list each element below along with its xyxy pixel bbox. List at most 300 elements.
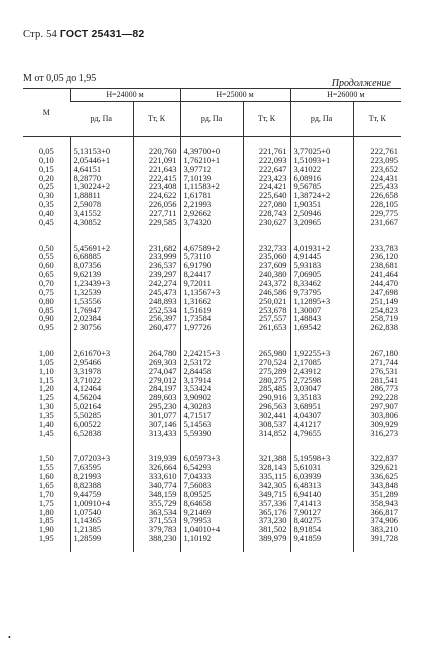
mach-number-cell: 0,10 bbox=[38, 154, 54, 165]
pressure-cell: 4,39700+0 bbox=[180, 137, 243, 156]
mach-number-cell: 1,45 bbox=[38, 427, 54, 438]
temperature-cell: 229,585 bbox=[133, 218, 180, 236]
temperature-cell: 233,783 bbox=[353, 236, 401, 253]
temperature-cell: 253,678 bbox=[243, 306, 290, 315]
temperature-cell: 236,537 bbox=[133, 261, 180, 270]
temperature-cell: 286,773 bbox=[353, 384, 401, 393]
pressure-cell: 1,23439+3 bbox=[70, 279, 133, 288]
pressure-cell: 7,04333 bbox=[180, 472, 243, 481]
pressure-cell: 6,48313 bbox=[290, 481, 353, 490]
pressure-cell: 9,21469 bbox=[180, 508, 243, 517]
pressure-cell: 5,93183 bbox=[290, 261, 353, 270]
temperature-cell: 269,303 bbox=[133, 358, 180, 367]
temperature-cell: 281,541 bbox=[353, 376, 401, 385]
table-row bbox=[23, 323, 401, 341]
temperature-cell: 297,907 bbox=[353, 402, 401, 411]
temperature-cell: 290,916 bbox=[243, 393, 290, 402]
pressure-cell: 3,41552 bbox=[70, 209, 133, 218]
temperature-cell: 276,531 bbox=[353, 367, 401, 376]
temperature-cell: 321,388 bbox=[243, 446, 290, 463]
temperature-cell: 308,537 bbox=[243, 420, 290, 429]
temperature-cell: 252,534 bbox=[133, 306, 180, 315]
temperature-cell: 235,060 bbox=[243, 252, 290, 261]
temperature-cell: 260,477 bbox=[133, 323, 180, 341]
table-row bbox=[23, 236, 401, 253]
temperature-cell: 322,837 bbox=[353, 446, 401, 463]
temperature-cell: 270,524 bbox=[243, 358, 290, 367]
temperature-column-header: Tт, К bbox=[353, 102, 401, 137]
pressure-cell: 1,32539 bbox=[70, 288, 133, 297]
temperature-cell: 309,929 bbox=[353, 420, 401, 429]
temperature-cell: 373,230 bbox=[243, 516, 290, 525]
pressure-cell: 5,61031 bbox=[290, 463, 353, 472]
temperature-cell: 303,806 bbox=[353, 411, 401, 420]
temperature-cell: 237,609 bbox=[243, 261, 290, 270]
temperature-cell: 319,939 bbox=[133, 446, 180, 463]
altitude-header: H=26000 м bbox=[290, 89, 401, 102]
temperature-cell: 224,431 bbox=[353, 174, 401, 183]
pressure-cell: 1,28599 bbox=[70, 534, 133, 552]
pressure-cell: 6,05973+3 bbox=[180, 446, 243, 463]
pressure-cell: 8,64658 bbox=[180, 499, 243, 508]
pressure-cell: 4,41217 bbox=[290, 420, 353, 429]
temperature-cell: 257,557 bbox=[243, 314, 290, 323]
temperature-cell: 284,197 bbox=[133, 384, 180, 393]
table-row bbox=[23, 137, 401, 156]
temperature-cell: 221,761 bbox=[243, 137, 290, 156]
pressure-cell: 2,53172 bbox=[180, 358, 243, 367]
pressure-cell: 3,74320 bbox=[180, 218, 243, 236]
temperature-cell: 335,115 bbox=[243, 472, 290, 481]
mach-number-cell: 0,80 bbox=[38, 295, 54, 306]
pressure-cell: 2,05446+1 bbox=[70, 156, 133, 165]
atmosphere-data-table bbox=[23, 88, 401, 552]
pressure-cell: 1,97726 bbox=[180, 323, 243, 341]
pressure-cell: 7,07203+3 bbox=[70, 446, 133, 463]
pressure-cell: 7,41413 bbox=[290, 499, 353, 508]
pressure-cell: 6,68885 bbox=[70, 252, 133, 261]
standard-code: ГОСТ 25431—82 bbox=[59, 28, 145, 40]
temperature-cell: 292,228 bbox=[353, 393, 401, 402]
temperature-cell: 247,698 bbox=[353, 288, 401, 297]
pressure-cell: 3,41022 bbox=[290, 165, 353, 174]
temperature-cell: 245,473 bbox=[133, 288, 180, 297]
temperature-cell: 228,743 bbox=[243, 209, 290, 218]
temperature-cell: 348,159 bbox=[133, 490, 180, 499]
pressure-cell: 3,35183 bbox=[290, 393, 353, 402]
pressure-cell: 2,21993 bbox=[180, 200, 243, 209]
pressure-cell: 8,24417 bbox=[180, 270, 243, 279]
pressure-cell: 1,30007 bbox=[290, 306, 353, 315]
pressure-cell: 3,68951 bbox=[290, 402, 353, 411]
temperature-cell: 285,485 bbox=[243, 384, 290, 393]
pressure-cell: 2,84458 bbox=[180, 367, 243, 376]
mach-number-cell: 0,55 bbox=[38, 251, 54, 262]
pressure-cell: 2,72598 bbox=[290, 376, 353, 385]
pressure-cell: 2,92662 bbox=[180, 209, 243, 218]
temperature-cell: 363,534 bbox=[133, 508, 180, 517]
pressure-cell: 6,54293 bbox=[180, 463, 243, 472]
mach-number-cell: 1,70 bbox=[38, 488, 54, 499]
temperature-cell: 222,647 bbox=[243, 165, 290, 174]
mach-number-cell: 1,50 bbox=[38, 453, 54, 464]
temperature-cell: 241,464 bbox=[353, 270, 401, 279]
mach-number-cell: 1,95 bbox=[38, 533, 54, 544]
temperature-cell: 262,838 bbox=[353, 323, 401, 341]
temperature-cell: 389,979 bbox=[243, 534, 290, 552]
pressure-cell: 2,02384 bbox=[70, 314, 133, 323]
mach-number-cell: 0,20 bbox=[38, 172, 54, 183]
pressure-cell: 5,73110 bbox=[180, 252, 243, 261]
pressure-cell: 1,10192 bbox=[180, 534, 243, 552]
temperature-cell: 258,719 bbox=[353, 314, 401, 323]
row-group bbox=[23, 446, 401, 551]
table-row bbox=[23, 218, 401, 236]
temperature-cell: 231,667 bbox=[353, 218, 401, 236]
temperature-cell: 366,817 bbox=[353, 508, 401, 517]
pressure-cell: 1,07540 bbox=[70, 508, 133, 517]
pressure-cell: 4,04307 bbox=[290, 411, 353, 420]
mach-number-cell: 1,25 bbox=[38, 392, 54, 403]
mach-number-cell: 0,05 bbox=[38, 146, 54, 156]
pressure-cell: 8,82388 bbox=[70, 481, 133, 490]
pressure-cell: 1,92255+3 bbox=[290, 341, 353, 358]
pressure-cell: 5,19598+3 bbox=[290, 446, 353, 463]
mach-number-cell: 0,30 bbox=[38, 190, 54, 201]
pressure-cell: 5,14563 bbox=[180, 420, 243, 429]
pressure-cell: 1,53556 bbox=[70, 297, 133, 306]
pressure-cell: 5,50285 bbox=[70, 411, 133, 420]
pressure-cell: 1,13567+3 bbox=[180, 288, 243, 297]
table-row bbox=[23, 534, 401, 552]
pressure-cell: 3,77025+0 bbox=[290, 137, 353, 156]
pressure-cell: 1,38724+2 bbox=[290, 191, 353, 200]
pressure-column-header: pд, Па bbox=[180, 102, 243, 137]
pressure-cell: 1,90351 bbox=[290, 200, 353, 209]
temperature-cell: 250,021 bbox=[243, 297, 290, 306]
pressure-cell: 1,76947 bbox=[70, 306, 133, 315]
temperature-cell: 223,095 bbox=[353, 156, 401, 165]
temperature-cell: 236,120 bbox=[353, 252, 401, 261]
mach-number-cell: 1,65 bbox=[38, 480, 54, 490]
pressure-cell: 4,56204 bbox=[70, 393, 133, 402]
temperature-cell: 383,210 bbox=[353, 525, 401, 534]
mach-number-cell: 1,00 bbox=[38, 348, 54, 359]
temperature-cell: 358,943 bbox=[353, 499, 401, 508]
pressure-cell: 8,07356 bbox=[70, 261, 133, 270]
mach-number-cell: 1,10 bbox=[38, 365, 54, 376]
temperature-cell: 251,149 bbox=[353, 297, 401, 306]
temperature-cell: 231,682 bbox=[133, 236, 180, 253]
temperature-cell: 261,653 bbox=[243, 323, 290, 341]
mach-number-cell: 0,90 bbox=[38, 313, 54, 324]
temperature-cell: 226,056 bbox=[133, 200, 180, 209]
table-row bbox=[23, 341, 401, 358]
altitude-header: H=24000 м bbox=[70, 89, 180, 102]
temperature-cell: 228,105 bbox=[353, 200, 401, 209]
row-group bbox=[23, 137, 401, 236]
temperature-cell: 302,441 bbox=[243, 411, 290, 420]
temperature-cell: 381,502 bbox=[243, 525, 290, 534]
mach-number-cell: 0,25 bbox=[38, 181, 54, 192]
pressure-cell: 8,21993 bbox=[70, 472, 133, 481]
temperature-cell: 222,415 bbox=[133, 174, 180, 183]
temperature-cell: 365,176 bbox=[243, 508, 290, 517]
pressure-cell: 7,10139 bbox=[180, 174, 243, 183]
temperature-cell: 388,230 bbox=[133, 534, 180, 552]
temperature-cell: 227,711 bbox=[133, 209, 180, 218]
temperature-cell: 333,610 bbox=[133, 472, 180, 481]
mach-number-cell: 0,15 bbox=[38, 163, 54, 174]
pressure-cell: 5,45691+2 bbox=[70, 236, 133, 253]
temperature-cell: 226,658 bbox=[353, 191, 401, 200]
pressure-cell: 6,00522 bbox=[70, 420, 133, 429]
pressure-cell: 3,17914 bbox=[180, 376, 243, 385]
temperature-cell: 314,852 bbox=[243, 429, 290, 447]
temperature-cell: 230,627 bbox=[243, 218, 290, 236]
pressure-cell: 8,40275 bbox=[290, 516, 353, 525]
temperature-column-header: Tт, К bbox=[133, 102, 180, 137]
temperature-cell: 279,012 bbox=[133, 376, 180, 385]
temperature-cell: 265,980 bbox=[243, 341, 290, 358]
mach-number-cell: 1,55 bbox=[38, 462, 54, 473]
table-row bbox=[23, 429, 401, 447]
temperature-cell: 233,999 bbox=[133, 252, 180, 261]
pressure-cell: 1,88811 bbox=[70, 191, 133, 200]
temperature-cell: 357,336 bbox=[243, 499, 290, 508]
pressure-cell: 4,64151 bbox=[70, 165, 133, 174]
temperature-cell: 313,433 bbox=[133, 429, 180, 447]
temperature-cell: 256,397 bbox=[133, 314, 180, 323]
temperature-cell: 316,273 bbox=[353, 429, 401, 447]
pressure-cell: 2,95466 bbox=[70, 358, 133, 367]
pressure-cell: 9,44759 bbox=[70, 490, 133, 499]
temperature-cell: 222,761 bbox=[353, 137, 401, 156]
temperature-cell: 223,423 bbox=[243, 174, 290, 183]
pressure-cell: 1,51619 bbox=[180, 306, 243, 315]
temperature-cell: 371,553 bbox=[133, 516, 180, 525]
temperature-column-header: Tт, К bbox=[243, 102, 290, 137]
pressure-cell: 4,91445 bbox=[290, 252, 353, 261]
pressure-cell: 8,28770 bbox=[70, 174, 133, 183]
pressure-cell: 2,24215+3 bbox=[180, 341, 243, 358]
pressure-cell: 9,62139 bbox=[70, 270, 133, 279]
pressure-cell: 2,43912 bbox=[290, 367, 353, 376]
temperature-cell: 254,823 bbox=[353, 306, 401, 315]
temperature-cell: 244,470 bbox=[353, 279, 401, 288]
temperature-cell: 351,289 bbox=[353, 490, 401, 499]
pressure-cell: 9,56785 bbox=[290, 182, 353, 191]
pressure-cell: 4,12464 bbox=[70, 384, 133, 393]
pressure-cell: 1,51093+1 bbox=[290, 156, 353, 165]
mach-number-cell: 0,40 bbox=[38, 207, 54, 218]
pressure-cell: 1,73584 bbox=[180, 314, 243, 323]
temperature-cell: 275,289 bbox=[243, 367, 290, 376]
pressure-cell: 6,52838 bbox=[70, 429, 133, 447]
pressure-cell: 1,61781 bbox=[180, 191, 243, 200]
temperature-cell: 221,091 bbox=[133, 156, 180, 165]
temperature-cell: 225,640 bbox=[243, 191, 290, 200]
pressure-cell: 7,63595 bbox=[70, 463, 133, 472]
pressure-cell: 8,91854 bbox=[290, 525, 353, 534]
temperature-cell: 232,733 bbox=[243, 236, 290, 253]
mach-column-header: М bbox=[23, 89, 70, 137]
temperature-cell: 342,305 bbox=[243, 481, 290, 490]
temperature-cell: 271,744 bbox=[353, 358, 401, 367]
pressure-cell: 1,00910+4 bbox=[70, 499, 133, 508]
table-caption: М от 0,05 до 1,95 bbox=[23, 73, 97, 84]
mach-number-cell: 1,35 bbox=[38, 409, 54, 420]
page-mark: • bbox=[8, 633, 11, 642]
temperature-cell: 374,906 bbox=[353, 516, 401, 525]
mach-number-cell: 1,75 bbox=[38, 497, 54, 508]
temperature-cell: 326,664 bbox=[133, 463, 180, 472]
temperature-cell: 221,643 bbox=[133, 165, 180, 174]
pressure-cell: 4,67589+2 bbox=[180, 236, 243, 253]
temperature-cell: 239,297 bbox=[133, 270, 180, 279]
pressure-cell: 6,03939 bbox=[290, 472, 353, 481]
mach-number-cell: 0,60 bbox=[38, 260, 54, 271]
table-row bbox=[23, 446, 401, 463]
temperature-cell: 264,780 bbox=[133, 341, 180, 358]
pressure-cell: 3,03047 bbox=[290, 384, 353, 393]
pressure-cell: 2,17085 bbox=[290, 358, 353, 367]
mach-number-cell: 0,45 bbox=[38, 216, 54, 227]
pressure-cell: 8,09525 bbox=[180, 490, 243, 499]
page-header bbox=[23, 28, 144, 40]
pressure-cell: 1,14365 bbox=[70, 516, 133, 525]
pressure-cell: 1,21385 bbox=[70, 525, 133, 534]
temperature-cell: 391,728 bbox=[353, 534, 401, 552]
temperature-cell: 349,715 bbox=[243, 490, 290, 499]
pressure-cell: 1,69542 bbox=[290, 323, 353, 341]
pressure-cell: 2,59078 bbox=[70, 200, 133, 209]
pressure-cell: 5,59390 bbox=[180, 429, 243, 447]
mach-number-cell: 1,85 bbox=[38, 515, 54, 526]
mach-number-cell: 1,60 bbox=[38, 471, 54, 482]
pressure-cell: 4,71517 bbox=[180, 411, 243, 420]
pressure-cell: 8,33462 bbox=[290, 279, 353, 288]
pressure-cell: 1,12895+3 bbox=[290, 297, 353, 306]
pressure-cell: 1,76210+1 bbox=[180, 156, 243, 165]
mach-number-cell: 1,80 bbox=[38, 506, 54, 517]
pressure-cell: 9,41859 bbox=[290, 534, 353, 552]
mach-number-cell: 0,65 bbox=[38, 269, 54, 280]
temperature-cell: 220,760 bbox=[133, 137, 180, 156]
pressure-cell: 4,79655 bbox=[290, 429, 353, 447]
mach-number-cell: 0,95 bbox=[38, 322, 54, 333]
page-number: Стр. 54 bbox=[23, 29, 57, 40]
temperature-cell: 222,093 bbox=[243, 156, 290, 165]
mach-number-cell: 1,15 bbox=[38, 374, 54, 385]
temperature-cell: 307,146 bbox=[133, 420, 180, 429]
altitude-header: H=25000 м bbox=[180, 89, 290, 102]
pressure-column-header: pд, Па bbox=[290, 102, 353, 137]
pressure-cell: 7,06905 bbox=[290, 270, 353, 279]
temperature-cell: 328,143 bbox=[243, 463, 290, 472]
mach-number-cell: 1,90 bbox=[38, 524, 54, 535]
temperature-cell: 224,421 bbox=[243, 182, 290, 191]
mach-number-cell: 1,40 bbox=[38, 418, 54, 429]
pressure-cell: 3,97712 bbox=[180, 165, 243, 174]
pressure-cell: 3,53424 bbox=[180, 384, 243, 393]
temperature-cell: 280,275 bbox=[243, 376, 290, 385]
pressure-cell: 9,73795 bbox=[290, 288, 353, 297]
pressure-cell: 9,79953 bbox=[180, 516, 243, 525]
temperature-cell: 248,893 bbox=[133, 297, 180, 306]
pressure-cell: 1,48843 bbox=[290, 314, 353, 323]
temperature-cell: 295,230 bbox=[133, 402, 180, 411]
temperature-cell: 243,372 bbox=[243, 279, 290, 288]
pressure-cell: 1,04010+4 bbox=[180, 525, 243, 534]
mach-number-cell: 1,05 bbox=[38, 356, 54, 367]
pressure-cell: 2 30756 bbox=[70, 323, 133, 341]
temperature-cell: 289,603 bbox=[133, 393, 180, 402]
row-group bbox=[23, 341, 401, 446]
temperature-cell: 238,681 bbox=[353, 261, 401, 270]
temperature-cell: 227,080 bbox=[243, 200, 290, 209]
pressure-cell: 7,90127 bbox=[290, 508, 353, 517]
pressure-cell: 6,94140 bbox=[290, 490, 353, 499]
pressure-cell: 1,31662 bbox=[180, 297, 243, 306]
temperature-cell: 246,586 bbox=[243, 288, 290, 297]
temperature-cell: 301,077 bbox=[133, 411, 180, 420]
temperature-cell: 223,408 bbox=[133, 182, 180, 191]
temperature-cell: 223,652 bbox=[353, 165, 401, 174]
temperature-cell: 343,848 bbox=[353, 481, 401, 490]
pressure-cell: 3,31978 bbox=[70, 367, 133, 376]
pressure-cell: 3,90902 bbox=[180, 393, 243, 402]
pressure-cell: 6,91790 bbox=[180, 261, 243, 270]
temperature-cell: 240,380 bbox=[243, 270, 290, 279]
pressure-cell: 2,61670+3 bbox=[70, 341, 133, 358]
pressure-cell: 3,20965 bbox=[290, 218, 353, 236]
temperature-cell: 340,774 bbox=[133, 481, 180, 490]
temperature-cell: 242,274 bbox=[133, 279, 180, 288]
temperature-cell: 229,775 bbox=[353, 209, 401, 218]
mach-number-cell: 0,50 bbox=[38, 242, 54, 253]
pressure-cell: 7,56083 bbox=[180, 481, 243, 490]
temperature-cell: 296,563 bbox=[243, 402, 290, 411]
pressure-cell: 4,30283 bbox=[180, 402, 243, 411]
continuation-label: Продолжение bbox=[331, 78, 391, 89]
mach-number-cell: 0,85 bbox=[38, 304, 54, 315]
pressure-cell: 5,02164 bbox=[70, 402, 133, 411]
temperature-cell: 379,783 bbox=[133, 525, 180, 534]
temperature-cell: 274,047 bbox=[133, 367, 180, 376]
mach-number-cell: 0,35 bbox=[38, 199, 54, 210]
pressure-cell: 3,71022 bbox=[70, 376, 133, 385]
mach-number-cell: 1,20 bbox=[38, 383, 54, 394]
pressure-cell: 2,50946 bbox=[290, 209, 353, 218]
temperature-cell: 329,621 bbox=[353, 463, 401, 472]
mach-number-cell: 1,30 bbox=[38, 401, 54, 412]
mach-number-cell: 0,75 bbox=[38, 286, 54, 297]
pressure-cell: 5,13153+0 bbox=[70, 137, 133, 156]
pressure-cell: 4,01931+2 bbox=[290, 236, 353, 253]
pressure-cell: 9,72011 bbox=[180, 279, 243, 288]
temperature-cell: 267,180 bbox=[353, 341, 401, 358]
pressure-cell: 4,30852 bbox=[70, 218, 133, 236]
temperature-cell: 355,729 bbox=[133, 499, 180, 508]
pressure-cell: 1,30224+2 bbox=[70, 182, 133, 191]
pressure-column-header: pд, Па bbox=[70, 102, 133, 137]
pressure-cell: 1,11583+2 bbox=[180, 182, 243, 191]
row-group bbox=[23, 236, 401, 341]
temperature-cell: 224,622 bbox=[133, 191, 180, 200]
mach-number-cell: 0,70 bbox=[38, 277, 54, 288]
temperature-cell: 225,433 bbox=[353, 182, 401, 191]
